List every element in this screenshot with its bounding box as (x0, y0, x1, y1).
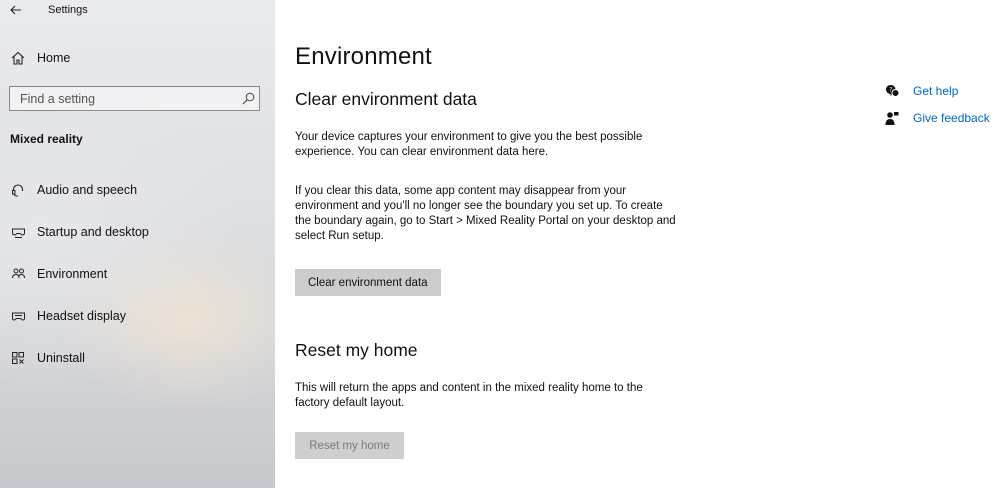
search-input[interactable] (20, 87, 237, 110)
get-help-link[interactable] (884, 82, 990, 100)
section-title: Mixed reality (10, 132, 83, 146)
reset-home-description: This will return the apps and content in the mixed reality home to the factory default layout. (295, 382, 643, 409)
headset-icon (10, 308, 26, 324)
give-feedback-label: Give feedback (913, 111, 990, 125)
give-feedback-link[interactable] (884, 109, 990, 127)
clear-environment-warning: If you clear this data, some app content may disappear from your environment and you'll no longer see the boundary you set up. To create the boundary again, go to Start > Mixed Reality Portal on your desktop and select Run setup. (295, 185, 676, 242)
svg-text:?: ? (888, 86, 892, 94)
headset-mic-icon (10, 182, 26, 198)
get-help-label: Get help (913, 84, 959, 98)
sidebar-item-environment[interactable] (0, 259, 275, 289)
clear-environment-description: Your device captures your environment to give you the best possible experience. You can clear environment data here. (295, 131, 643, 158)
page-title: Environment (295, 43, 432, 70)
sidebar-item-label: Environment (37, 267, 108, 281)
home-icon (10, 50, 26, 66)
sidebar-item-label: Startup and desktop (37, 225, 149, 239)
sidebar-item-uninstall[interactable] (0, 343, 275, 373)
reset-home-heading: Reset my home (295, 340, 418, 360)
clear-environment-heading: Clear environment data (295, 89, 477, 109)
nav-home-label: Home (37, 51, 71, 65)
environment-icon (10, 266, 26, 282)
sidebar-item-audio-and-speech[interactable] (0, 175, 275, 205)
get-help-icon (884, 83, 900, 99)
back-button[interactable] (0, 0, 32, 20)
search-icon[interactable] (237, 88, 259, 110)
nav-home[interactable] (0, 44, 275, 72)
app-title: Settings (48, 4, 88, 16)
sidebar-item-label: Audio and speech (37, 183, 138, 197)
sidebar-item-headset-display[interactable] (0, 301, 275, 331)
startup-desktop-icon (10, 224, 26, 240)
reset-my-home-button[interactable]: Reset my home (295, 432, 404, 459)
sidebar-item-startup-and-desktop[interactable] (0, 217, 275, 247)
clear-environment-data-button[interactable]: Clear environment data (295, 269, 441, 296)
uninstall-icon (10, 350, 26, 366)
give-feedback-icon (884, 110, 900, 126)
search-box[interactable] (9, 86, 260, 111)
sidebar (0, 0, 275, 488)
main-content (295, 0, 715, 488)
sidebar-item-label: Headset display (37, 309, 126, 323)
sidebar-item-label: Uninstall (37, 351, 85, 365)
back-arrow-icon (10, 5, 22, 15)
help-panel (884, 82, 990, 136)
title-bar (0, 0, 275, 20)
